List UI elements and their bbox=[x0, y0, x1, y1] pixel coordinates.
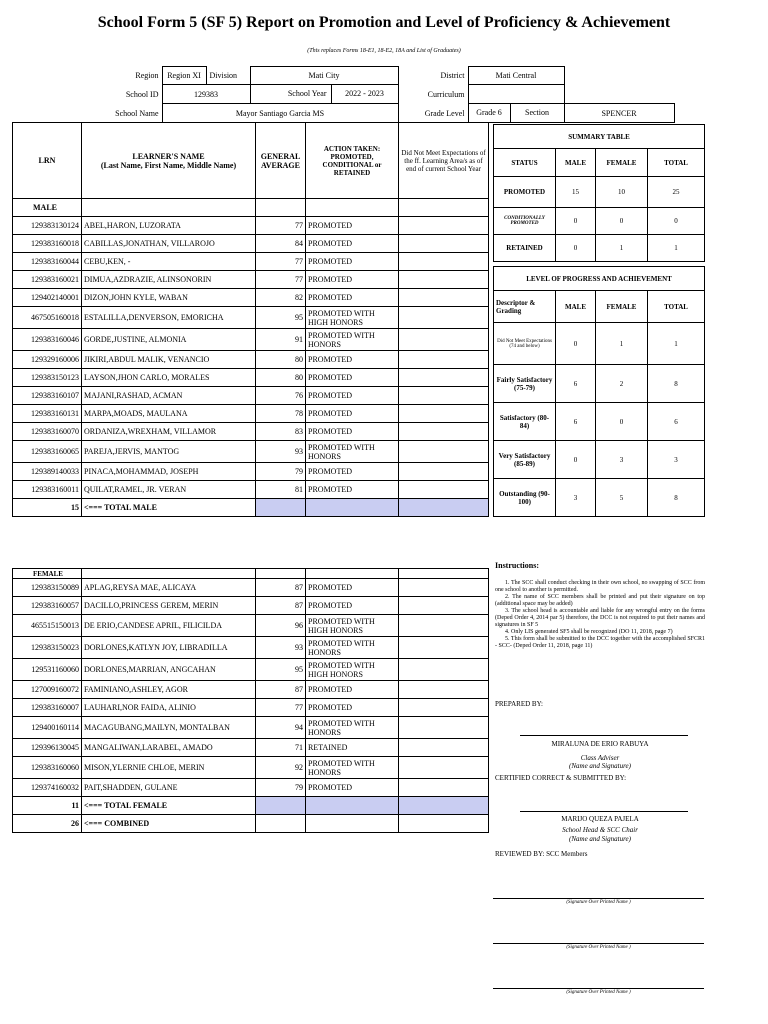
learner-name: LAYSON,JHON CARLO, MORALES bbox=[82, 369, 256, 387]
learner-dnme bbox=[399, 739, 489, 757]
learner-name: ESTALILLA,DENVERSON, EMORICHA bbox=[82, 307, 256, 329]
learner-name: CABILLAS,JONATHAN, VILLAROJO bbox=[82, 235, 256, 253]
learner-name: LAUHARI,NOR FAIDA, ALINIO bbox=[82, 699, 256, 717]
school-name-value: Mayor Santiago Garcia MS bbox=[162, 104, 398, 123]
learner-dnme bbox=[399, 369, 489, 387]
learner-name: DACILLO,PRINCESS GEREM, MERIN bbox=[82, 597, 256, 615]
learner-dnme bbox=[399, 579, 489, 597]
learner-dnme bbox=[399, 757, 489, 779]
learner-action-taken: PROMOTED bbox=[306, 387, 399, 405]
learner-dnme bbox=[399, 329, 489, 351]
summary-title: SUMMARY TABLE bbox=[494, 125, 705, 149]
lrn-header: LRN bbox=[13, 123, 82, 199]
learner-name: DORLONES,MARRIAN, ANGCAHAN bbox=[82, 659, 256, 681]
female-label: FEMALE bbox=[13, 569, 82, 579]
progress-col-header: FEMALE bbox=[596, 291, 648, 323]
learner-name: DE ERIO,CANDESE APRIL, FILICILDA bbox=[82, 615, 256, 637]
school-year-value: 2022 - 2023 bbox=[331, 85, 398, 103]
learner-lrn: 129383160060 bbox=[13, 757, 82, 779]
learner-general-average: 87 bbox=[256, 579, 306, 597]
summary-female: 1 bbox=[596, 235, 648, 262]
male-learner-row bbox=[13, 405, 489, 423]
learner-action-taken: PROMOTED bbox=[306, 289, 399, 307]
learner-action-taken: PROMOTED bbox=[306, 271, 399, 289]
male-learner-row bbox=[13, 253, 489, 271]
learner-action-taken: PROMOTED bbox=[306, 597, 399, 615]
male-learners-table bbox=[12, 122, 489, 517]
grade-level-label: Grade Level bbox=[424, 108, 465, 118]
male-learner-row bbox=[13, 329, 489, 351]
learner-general-average: 83 bbox=[256, 423, 306, 441]
progress-female: 0 bbox=[596, 403, 648, 441]
division-label: Division bbox=[209, 70, 238, 80]
learner-name: CEBU,KEN, - bbox=[82, 253, 256, 271]
progress-descriptor: Outstanding (90-100) bbox=[494, 479, 556, 517]
learner-name: APLAG,REYSA MAE, ALICAYA bbox=[82, 579, 256, 597]
progress-female: 3 bbox=[596, 441, 648, 479]
male-learner-row bbox=[13, 387, 489, 405]
summary-row bbox=[494, 177, 705, 208]
female-learner-row bbox=[13, 779, 489, 797]
instructions-list bbox=[495, 580, 705, 650]
learner-dnme bbox=[399, 217, 489, 235]
male-learner-row bbox=[13, 289, 489, 307]
progress-descriptor: Satisfactory (80-84) bbox=[494, 403, 556, 441]
learner-name: DORLONES,KATLYN JOY, LIBRADILLA bbox=[82, 637, 256, 659]
learner-action-taken: PROMOTED WITH HONORS bbox=[306, 637, 399, 659]
learner-lrn: 465515150013 bbox=[13, 615, 82, 637]
progress-descriptor: Did Not Meet Expectations (74 and below) bbox=[494, 323, 556, 365]
learner-dnme bbox=[399, 405, 489, 423]
learner-action-taken: PROMOTED bbox=[306, 579, 399, 597]
female-learner-row bbox=[13, 659, 489, 681]
progress-row bbox=[494, 323, 705, 365]
learner-lrn: 129383130124 bbox=[13, 217, 82, 235]
learner-action-taken: PROMOTED WITH HONORS bbox=[306, 441, 399, 463]
learner-action-taken: PROMOTED bbox=[306, 779, 399, 797]
summary-row bbox=[494, 235, 705, 262]
division-value: Mati City bbox=[250, 67, 398, 85]
female-learner-row bbox=[13, 579, 489, 597]
progress-total: 3 bbox=[648, 441, 705, 479]
progress-female: 5 bbox=[596, 479, 648, 517]
learner-lrn: 129383160057 bbox=[13, 597, 82, 615]
learner-lrn: 129389140033 bbox=[13, 463, 82, 481]
learner-action-taken: PROMOTED WITH HIGH HONORS bbox=[306, 615, 399, 637]
learner-dnme bbox=[399, 615, 489, 637]
learner-general-average: 94 bbox=[256, 717, 306, 739]
progress-total: 1 bbox=[648, 323, 705, 365]
school-id-value: 129383 bbox=[162, 85, 250, 104]
male-learner-row bbox=[13, 481, 489, 499]
summary-row bbox=[494, 208, 705, 235]
male-learner-row bbox=[13, 441, 489, 463]
scc-signature-line-1 bbox=[493, 898, 704, 899]
learner-dnme bbox=[399, 463, 489, 481]
learner-general-average: 91 bbox=[256, 329, 306, 351]
learner-dnme bbox=[399, 681, 489, 699]
learner-dnme bbox=[399, 659, 489, 681]
progress-descriptor: Very Satisfactory (85-89) bbox=[494, 441, 556, 479]
combined-label: <=== COMBINED bbox=[82, 815, 256, 833]
curriculum-label: Curriculum bbox=[427, 89, 465, 99]
learner-action-taken: PROMOTED bbox=[306, 405, 399, 423]
learner-general-average: 92 bbox=[256, 757, 306, 779]
general-average-header: GENERAL AVERAGE bbox=[256, 123, 306, 199]
learner-dnme bbox=[399, 253, 489, 271]
learner-dnme bbox=[399, 307, 489, 329]
learner-dnme bbox=[399, 387, 489, 405]
male-label: MALE bbox=[13, 199, 82, 217]
learner-lrn: 129383160046 bbox=[13, 329, 82, 351]
head-role: School Head & SCC Chair bbox=[562, 826, 638, 834]
progress-total: 8 bbox=[648, 479, 705, 517]
learner-lrn: 127009160072 bbox=[13, 681, 82, 699]
learner-dnme bbox=[399, 235, 489, 253]
progress-total: 8 bbox=[648, 365, 705, 403]
learner-name: PINACA,MOHAMMAD, JOSEPH bbox=[82, 463, 256, 481]
instruction-item: 2. The name of SCC members shall be printed and put their signature on top (additional space may be added) bbox=[495, 594, 705, 607]
female-learner-row bbox=[13, 637, 489, 659]
school-year-label: School Year bbox=[287, 89, 327, 98]
total-female-count: 11 bbox=[13, 797, 82, 815]
learner-lrn: 129383160007 bbox=[13, 699, 82, 717]
male-learner-row bbox=[13, 217, 489, 235]
learner-dnme bbox=[399, 441, 489, 463]
learner-dnme bbox=[399, 351, 489, 369]
name-header-sub: (Last Name, First Name, Middle Name) bbox=[100, 160, 237, 170]
female-learner-row bbox=[13, 699, 489, 717]
learner-general-average: 93 bbox=[256, 441, 306, 463]
summary-status: CONDITIONALLY PROMOTED bbox=[494, 208, 556, 235]
summary-col-header: TOTAL bbox=[648, 149, 705, 177]
learner-general-average: 71 bbox=[256, 739, 306, 757]
reviewed-by-label: REVIEWED BY: SCC Members bbox=[495, 850, 588, 858]
progress-total: 6 bbox=[648, 403, 705, 441]
adviser-name: MIRALUNA DE ERIO RABUYA bbox=[551, 740, 649, 748]
progress-row bbox=[494, 365, 705, 403]
learner-action-taken: PROMOTED WITH HIGH HONORS bbox=[306, 659, 399, 681]
learner-lrn: 129383150023 bbox=[13, 637, 82, 659]
learner-lrn: 129396130045 bbox=[13, 739, 82, 757]
learner-lrn: 129383160021 bbox=[13, 271, 82, 289]
summary-status: RETAINED bbox=[494, 235, 556, 262]
region-value: Region XI bbox=[162, 67, 206, 85]
school-name-label: School Name bbox=[115, 108, 159, 118]
male-learner-row bbox=[13, 351, 489, 369]
summary-col-header: FEMALE bbox=[596, 149, 648, 177]
grade-level-value: Grade 6 bbox=[469, 104, 511, 122]
learner-general-average: 95 bbox=[256, 307, 306, 329]
progress-title: LEVEL OF PROGRESS AND ACHIEVEMENT bbox=[494, 267, 705, 291]
region-label: Region bbox=[135, 71, 159, 80]
learner-name: MAJANI,RASHAD, ACMAN bbox=[82, 387, 256, 405]
instruction-item: 4. Only LIS generated SF5 shall be recognized (DO 11, 2018, page 7) bbox=[505, 629, 673, 635]
name-header bbox=[82, 123, 256, 199]
learner-lrn: 129402140001 bbox=[13, 289, 82, 307]
school-id-label: School ID bbox=[125, 89, 159, 99]
progress-col-header: TOTAL bbox=[648, 291, 705, 323]
scc-signature-line-3 bbox=[493, 988, 704, 989]
learner-name: MISON,YLERNIE CHLOE, MERIN bbox=[82, 757, 256, 779]
progress-male: 6 bbox=[556, 365, 596, 403]
learner-dnme bbox=[399, 779, 489, 797]
learner-name: PAREJA,JERVIS, MANTOG bbox=[82, 441, 256, 463]
learner-action-taken: PROMOTED WITH HIGH HONORS bbox=[306, 307, 399, 329]
progress-male: 0 bbox=[556, 441, 596, 479]
learner-name: ORDANIZA,WREXHAM, VILLAMOR bbox=[82, 423, 256, 441]
learner-lrn: 129383160011 bbox=[13, 481, 82, 499]
progress-descriptor: Fairly Satisfactory (75-79) bbox=[494, 365, 556, 403]
learner-lrn: 129374160032 bbox=[13, 779, 82, 797]
progress-col-header: MALE bbox=[556, 291, 596, 323]
form-subtitle: (This replaces Forms 18-E1, 18-E2, 18A and List of Graduates) bbox=[307, 48, 461, 54]
learner-name: DIMUA,AZDRAZIE, ALINSONORIN bbox=[82, 271, 256, 289]
summary-female: 0 bbox=[596, 208, 648, 235]
form-title: School Form 5 (SF 5) Report on Promotion and Level of Proficiency & Achievement bbox=[97, 14, 671, 31]
learner-general-average: 87 bbox=[256, 681, 306, 699]
male-learner-row bbox=[13, 369, 489, 387]
learner-lrn: 129383160107 bbox=[13, 387, 82, 405]
learner-general-average: 93 bbox=[256, 637, 306, 659]
progress-female: 1 bbox=[596, 323, 648, 365]
learner-dnme bbox=[399, 481, 489, 499]
progress-row bbox=[494, 403, 705, 441]
total-male-label: <=== TOTAL MALE bbox=[82, 499, 256, 517]
instruction-item: 3. The school head is accountable and liable for any wrongful entry on the forms (Deped Order 4, 2014 par 5) therefore, the DCC is not required to put their names and signatures in SF 5 bbox=[495, 608, 705, 628]
learner-general-average: 95 bbox=[256, 659, 306, 681]
progress-col-header: Descriptor & Grading bbox=[494, 291, 556, 323]
dnme-header: Did Not Meet Expectations of the ff. Learning Area/s as of end of current School Year bbox=[399, 123, 489, 199]
learner-general-average: 77 bbox=[256, 253, 306, 271]
section-value: SPENCER bbox=[564, 104, 674, 123]
male-learner-row bbox=[13, 423, 489, 441]
summary-male: 0 bbox=[556, 235, 596, 262]
learner-action-taken: PROMOTED bbox=[306, 235, 399, 253]
learner-name: PAIT,SHADDEN, GULANE bbox=[82, 779, 256, 797]
name-header-main: LEARNER'S NAME bbox=[132, 151, 205, 161]
learner-action-taken: PROMOTED bbox=[306, 217, 399, 235]
learner-lrn: 129383160070 bbox=[13, 423, 82, 441]
female-learner-row bbox=[13, 757, 489, 779]
learner-general-average: 80 bbox=[256, 369, 306, 387]
head-name: MARIJO QUEZA PAJELA bbox=[561, 815, 639, 823]
learner-name: FAMINIANO,ASHLEY, AGOR bbox=[82, 681, 256, 699]
progress-row bbox=[494, 479, 705, 517]
learner-name: DIZON,JOHN KYLE, WABAN bbox=[82, 289, 256, 307]
combined-count: 26 bbox=[13, 815, 82, 833]
learner-lrn: 129531160060 bbox=[13, 659, 82, 681]
prepared-by-label: PREPARED BY: bbox=[495, 700, 543, 708]
learner-action-taken: PROMOTED bbox=[306, 681, 399, 699]
learner-name: MANGALIWAN,LARABEL, AMADO bbox=[82, 739, 256, 757]
male-learner-row bbox=[13, 307, 489, 329]
learner-general-average: 77 bbox=[256, 271, 306, 289]
learner-action-taken: PROMOTED WITH HONORS bbox=[306, 717, 399, 739]
learner-name: MARPA,MOADS, MAULANA bbox=[82, 405, 256, 423]
learner-action-taken: PROMOTED bbox=[306, 423, 399, 441]
learner-action-taken: PROMOTED WITH HONORS bbox=[306, 329, 399, 351]
learner-action-taken: PROMOTED bbox=[306, 699, 399, 717]
learner-lrn: 129383160018 bbox=[13, 235, 82, 253]
learner-general-average: 81 bbox=[256, 481, 306, 499]
male-learner-row bbox=[13, 235, 489, 253]
female-label-row bbox=[13, 569, 489, 579]
progress-row bbox=[494, 441, 705, 479]
progress-male: 6 bbox=[556, 403, 596, 441]
summary-col-header: MALE bbox=[556, 149, 596, 177]
progress-female: 2 bbox=[596, 365, 648, 403]
progress-table bbox=[493, 266, 705, 517]
learner-lrn: 129400160114 bbox=[13, 717, 82, 739]
scc-signature-note-3: (Signature Over Printed Name ) bbox=[566, 990, 631, 995]
section-label: Section bbox=[525, 108, 549, 117]
learner-lrn: 467505160018 bbox=[13, 307, 82, 329]
learner-general-average: 77 bbox=[256, 699, 306, 717]
summary-male: 15 bbox=[556, 177, 596, 208]
learner-dnme bbox=[399, 597, 489, 615]
learner-general-average: 96 bbox=[256, 615, 306, 637]
learner-general-average: 79 bbox=[256, 463, 306, 481]
learner-name: JIKIRI,ABDUL MALIK, VENANCIO bbox=[82, 351, 256, 369]
learner-dnme bbox=[399, 289, 489, 307]
action-taken-header: ACTION TAKEN: PROMOTED, CONDITIONAL or RETAINED bbox=[306, 123, 399, 199]
learner-name: MACAGUBANG,MAILYN, MONTALBAN bbox=[82, 717, 256, 739]
learner-general-average: 82 bbox=[256, 289, 306, 307]
district-value: Mati Central bbox=[468, 67, 564, 85]
learner-dnme bbox=[399, 423, 489, 441]
scc-signature-note-1: (Signature Over Printed Name ) bbox=[566, 900, 631, 905]
female-learner-row bbox=[13, 597, 489, 615]
learner-name: ABEL,HARON, LUZORATA bbox=[82, 217, 256, 235]
summary-total: 0 bbox=[648, 208, 705, 235]
total-male-count: 15 bbox=[13, 499, 82, 517]
progress-male: 3 bbox=[556, 479, 596, 517]
learner-general-average: 76 bbox=[256, 387, 306, 405]
learner-dnme bbox=[399, 699, 489, 717]
learner-lrn: 129383150123 bbox=[13, 369, 82, 387]
learner-dnme bbox=[399, 637, 489, 659]
learner-action-taken: PROMOTED bbox=[306, 481, 399, 499]
total-female-label: <=== TOTAL FEMALE bbox=[82, 797, 256, 815]
learner-action-taken: RETAINED bbox=[306, 739, 399, 757]
summary-table bbox=[493, 124, 705, 262]
learner-name: QUILAT,RAMEL, JR. VERAN bbox=[82, 481, 256, 499]
learner-action-taken: PROMOTED bbox=[306, 351, 399, 369]
school-info-table bbox=[90, 66, 680, 123]
learner-action-taken: PROMOTED WITH HONORS bbox=[306, 757, 399, 779]
summary-female: 10 bbox=[596, 177, 648, 208]
certified-label: CERTIFIED CORRECT & SUBMITTED BY: bbox=[495, 774, 627, 782]
head-note: (Name and Signature) bbox=[569, 835, 631, 843]
adviser-signature-line bbox=[520, 735, 688, 736]
curriculum-value bbox=[468, 85, 564, 104]
summary-male: 0 bbox=[556, 208, 596, 235]
head-signature-line bbox=[520, 811, 688, 812]
learner-action-taken: PROMOTED bbox=[306, 253, 399, 271]
learner-general-average: 80 bbox=[256, 351, 306, 369]
adviser-note: (Name and Signature) bbox=[569, 762, 631, 770]
summary-total: 1 bbox=[648, 235, 705, 262]
female-learners-table bbox=[12, 568, 489, 833]
learner-lrn: 129329160006 bbox=[13, 351, 82, 369]
summary-status: PROMOTED bbox=[494, 177, 556, 208]
learner-lrn: 129383150089 bbox=[13, 579, 82, 597]
learner-lrn: 129383160065 bbox=[13, 441, 82, 463]
female-learner-row bbox=[13, 615, 489, 637]
female-learner-row bbox=[13, 739, 489, 757]
scc-signature-line-2 bbox=[493, 943, 704, 944]
summary-total: 25 bbox=[648, 177, 705, 208]
adviser-role: Class Adviser bbox=[580, 754, 620, 762]
learner-dnme bbox=[399, 717, 489, 739]
female-learner-row bbox=[13, 681, 489, 699]
learner-action-taken: PROMOTED bbox=[306, 369, 399, 387]
instructions-title: Instructions: bbox=[495, 561, 540, 570]
male-learner-row bbox=[13, 463, 489, 481]
learner-lrn: 129383160131 bbox=[13, 405, 82, 423]
progress-male: 0 bbox=[556, 323, 596, 365]
male-learner-row bbox=[13, 271, 489, 289]
district-label: District bbox=[440, 71, 465, 80]
scc-signature-note-2: (Signature Over Printed Name ) bbox=[566, 945, 631, 950]
learner-action-taken: PROMOTED bbox=[306, 463, 399, 481]
instruction-item: 5. This form shall be submitted to the DCC together with the accomplished SFCR1 - SCC- (Deped Order 11, 2018, page 11) bbox=[495, 636, 705, 649]
learner-general-average: 79 bbox=[256, 779, 306, 797]
learner-dnme bbox=[399, 271, 489, 289]
summary-col-header: STATUS bbox=[494, 149, 556, 177]
learner-lrn: 129383160044 bbox=[13, 253, 82, 271]
learner-name: GORDE,JUSTINE, ALMONIA bbox=[82, 329, 256, 351]
learner-general-average: 77 bbox=[256, 217, 306, 235]
learner-general-average: 84 bbox=[256, 235, 306, 253]
female-learner-row bbox=[13, 717, 489, 739]
instruction-item: 1. The SCC shall conduct checking in their own school, no swapping of SCC from one school to another is permitted. bbox=[495, 580, 705, 593]
learner-general-average: 78 bbox=[256, 405, 306, 423]
learner-general-average: 87 bbox=[256, 597, 306, 615]
